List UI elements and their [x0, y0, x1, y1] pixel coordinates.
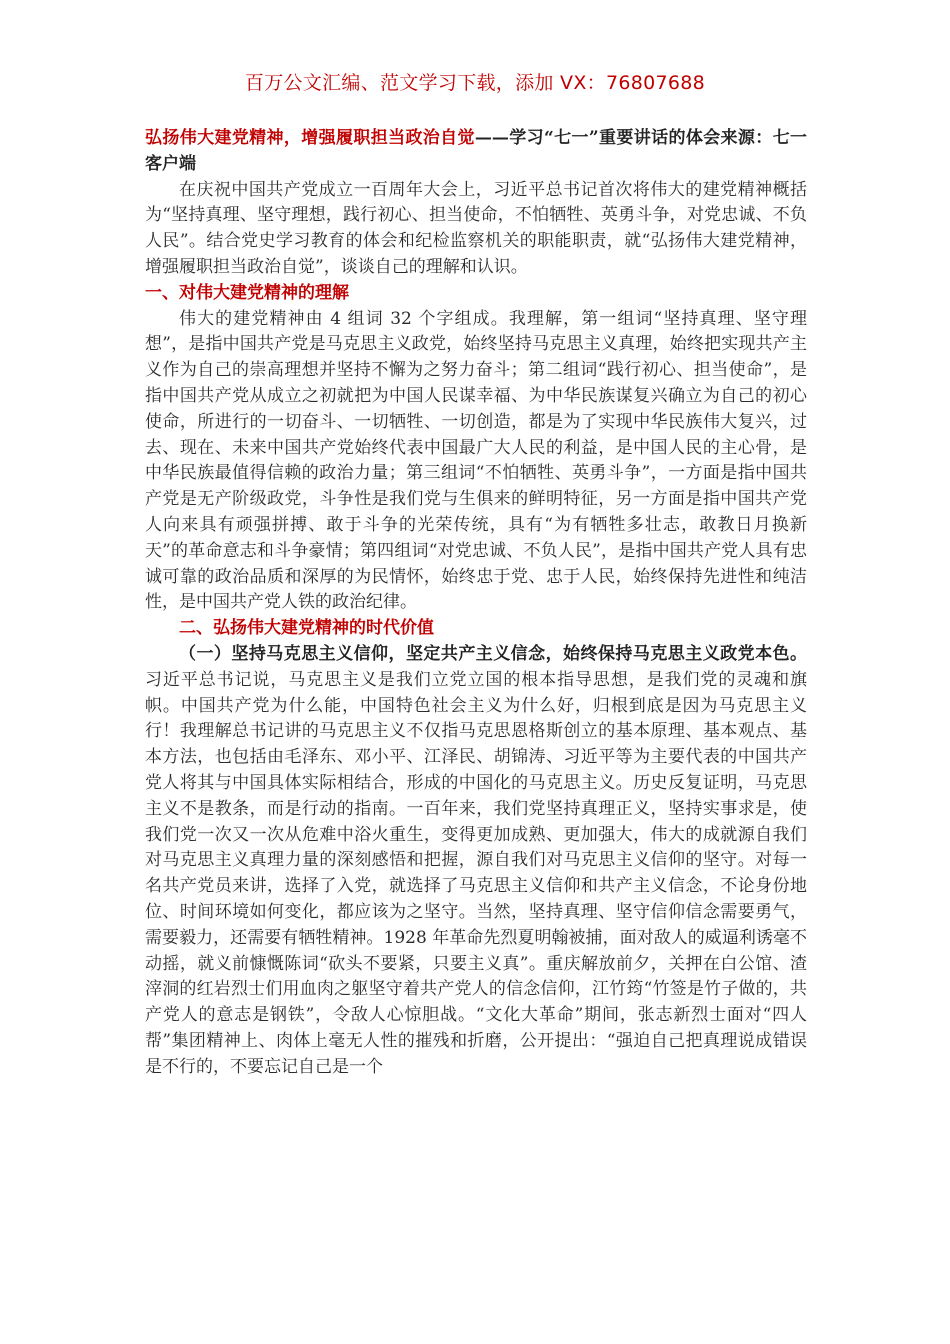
section-heading-1: 一、对伟大建党精神的理解: [145, 282, 349, 303]
intro-paragraph: 在庆祝中国共产党成立一百周年大会上，习近平总书记首次将伟大的建党精神概括为“坚持真理、坚守理想，践行初心、担当使命，不怕牺牲、英勇斗争，对党忠诚、不负人民”。结合党史学习教育的体会和纪检监察机关的职能职责，就“弘扬伟大建党精神，增强履职担当政治自觉”，谈谈自己的理解和认识。: [145, 179, 807, 277]
subsection-1-heading: （一）坚持马克思主义信仰，坚定共产主义信念，始终保持马克思主义政党本色。: [179, 643, 807, 664]
subsection-1-paragraph: [145, 642, 807, 1081]
subsection-1-body: 习近平总书记说，马克思主义是我们立党立国的根本指导思想，是我们党的灵魂和旗帜。中国共产党为什么能，中国特色社会主义为什么好，归根到底是因为马克思主义行！我理解总书记讲的马克思主义不仅指马克思恩格斯创立的基本原理、基本观点、基本方法，也包括由毛泽东、邓小平、江泽民、胡锦涛、习近平等为主要代表的中国共产党人将其与中国具体实际相结合，形成的中国化的马克思主义。历史反复证明，马克思主义不是教条，而是行动的指南。一百年来，我们党坚持真理正义，坚持实事求是，使我们党一次又一次从危难中浴火重生，变得更加成熟、更加强大，伟大的成就源自我们对马克思主义真理力量的深刻感悟和把握，源自我们对马克思主义信仰的坚守。对每一名共产党员来讲，选择了入党，就选择了马克思主义信仰和共产主义信念，不论身份地位、时间环境如何变化，都应该为之坚守。当然，坚持真理、坚守信仰信念需要勇气，需要毅力，还需要有牺牲精神。1928 年革命先烈夏明翰被捕，面对敌人的威逼利诱毫不动摇，就义前慷慨陈词“砍头不要紧，只要主义真”。重庆解放前夕，关押在白公馆、渣滓洞的红岩烈士们用血肉之躯坚守着共产党人的信念信仰，江竹筠“竹签是竹子做的，共产党人的意志是钢铁”，令敌人心惊胆战。“文化大革命”期间，张志新烈士面对“四人帮”集团精神上、肉体上毫无人性的摧残和折磨，公开提出：“强迫自己把真理说成错误是不行的，不要忘记自己是一个: [145, 669, 807, 1077]
section-heading-2: 二、弘扬伟大建党精神的时代价值: [179, 618, 434, 639]
article-title-main: 弘扬伟大建党精神，增强履职担当政治自觉: [145, 128, 475, 148]
section-1-paragraph: 伟大的建党精神由 4 组词 32 个字组成。我理解，第一组词“坚持真理、坚守理想”，是指中国共产党是马克思主义政党，始终坚持马克思主义真理，始终把实现共产主义作为自己的崇高理想并坚持不懈为之努力奋斗；第二组词“践行初心、担当使命”，是指中国共产党从成立之初就把为中国人民谋幸福、为中华民族谋复兴确立为自己的初心使命，所进行的一切奋斗、一切牺牲、一切创造，都是为了实现中华民族伟大复兴，过去、现在、未来中国共产党始终代表中国最广大人民的利益，是中国人民的主心骨，是中华民族最值得信赖的政治力量；第三组词“不怕牺牲、英勇斗争”，一方面是指中国共产党是无产阶级政党，斗争性是我们党与生俱来的鲜明特征，另一方面是指中国共产党人向来具有顽强拼搏、敢于斗争的光荣传统，具有“为有牺牲多壮志，敢教日月换新天”的革命意志和斗争豪情；第四组词“对党忠诚、不负人民”，是指中国共产党人具有忠诚可靠的政治品质和深厚的为民情怀，始终忠于党、忠于人民，始终保持先进性和纯洁性，是中国共产党人铁的政治纪律。: [145, 308, 807, 613]
article-title: [145, 126, 807, 178]
article-title-source: ——学习“七一”重要讲话的体会来源：七一客户端: [145, 128, 807, 174]
page-header-banner: 百万公文汇编、范文学习下载，添加 VX：76807688: [244, 72, 706, 94]
article-body: [145, 126, 807, 1080]
